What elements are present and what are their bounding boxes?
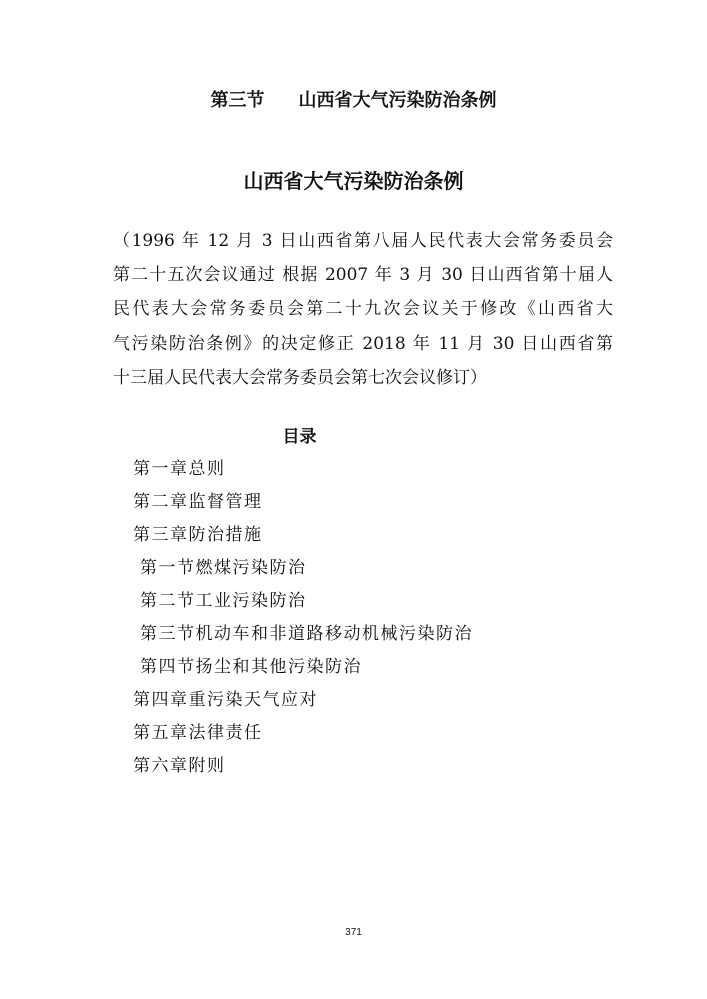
table-of-contents [133, 453, 473, 783]
toc-section: 第一节燃煤污染防治 [140, 558, 307, 578]
toc-section: 第二节工业污染防治 [140, 591, 307, 611]
preamble-line: 第二十五次会议通过 根据 2007 年 3 月 30 日山西省第十届人 [113, 265, 613, 286]
toc-chapter: 第六章附则 [133, 756, 226, 776]
section-heading [0, 88, 707, 114]
preamble [113, 224, 613, 395]
preamble-line: 十三届人民代表大会常务委员会第七次会议修订） [113, 367, 487, 388]
toc-chapter: 第五章法律责任 [133, 723, 263, 743]
preamble-line: 气污染防治条例》的决定修正 2018 年 11 月 30 日山西省第 [113, 333, 613, 354]
preamble-line: 民代表大会常务委员会第二十九次会议关于修改《山西省大 [113, 299, 613, 320]
document-title: 山西省大气污染防治条例 [243, 169, 464, 193]
toc-chapter: 第二章监督管理 [133, 492, 263, 512]
toc-section: 第三节机动车和非道路移动机械污染防治 [140, 624, 473, 644]
toc-chapter: 第一章总则 [133, 459, 226, 479]
section-label: 第三节 [210, 90, 265, 111]
page-number: 371 [345, 927, 362, 938]
toc-chapter: 第四章重污染天气应对 [133, 690, 318, 710]
preamble-line: （1996 年 12 月 3 日山西省第八届人民代表大会常务委员会 [113, 231, 613, 251]
toc-heading: 目录 [282, 427, 317, 447]
toc-chapter: 第三章防治措施 [133, 525, 263, 545]
section-title: 山西省大气污染防治条例 [298, 90, 497, 111]
toc-section: 第四节扬尘和其他污染防治 [140, 657, 362, 677]
